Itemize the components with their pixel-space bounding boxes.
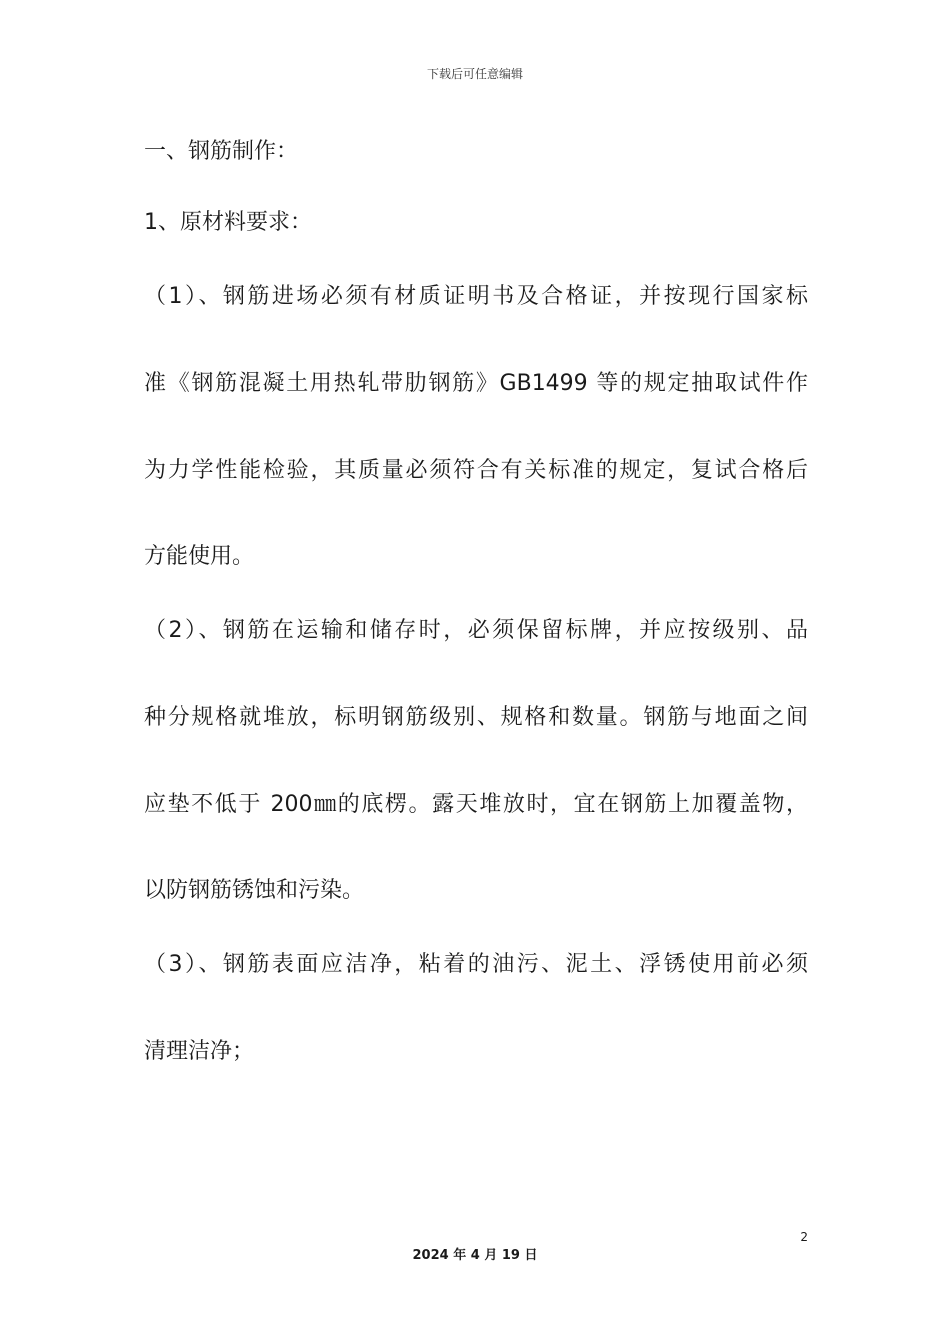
paragraph-line: 清理洁净； <box>144 1039 255 1064</box>
paragraph-line: （3）、钢筋表面应洁净，粘着的油污、泥土、浮锈使用前必须 <box>144 952 808 977</box>
page-number: 2 <box>800 1230 808 1244</box>
section-heading: 一、钢筋制作： <box>144 139 299 164</box>
subsection-heading: 1、原材料要求： <box>144 210 312 235</box>
page-header: 下载后可任意编辑 <box>426 67 523 81</box>
paragraph-line: 为力学性能检验，其质量必须符合有关标准的规定，复试合格后 <box>144 458 808 483</box>
paragraph-line: 应垫不低于 200㎜的底楞。露天堆放时，宜在钢筋上加覆盖物， <box>144 792 808 817</box>
paragraph-line: （1）、钢筋进场必须有材质证明书及合格证，并按现行国家标 <box>144 284 808 309</box>
paragraph-line: 准《钢筋混凝土用热轧带肋钢筋》GB1499 等的规定抽取试件作 <box>144 371 808 396</box>
paragraph-line: 方能使用。 <box>144 544 255 569</box>
paragraph-line: 种分规格就堆放，标明钢筋级别、规格和数量。钢筋与地面之间 <box>144 705 808 730</box>
footer-date: 2024 年 4 月 19 日 <box>412 1248 538 1263</box>
paragraph-line: 以防钢筋锈蚀和污染。 <box>144 878 365 903</box>
paragraph-line: （2）、钢筋在运输和储存时，必须保留标牌，并应按级别、品 <box>144 618 808 643</box>
